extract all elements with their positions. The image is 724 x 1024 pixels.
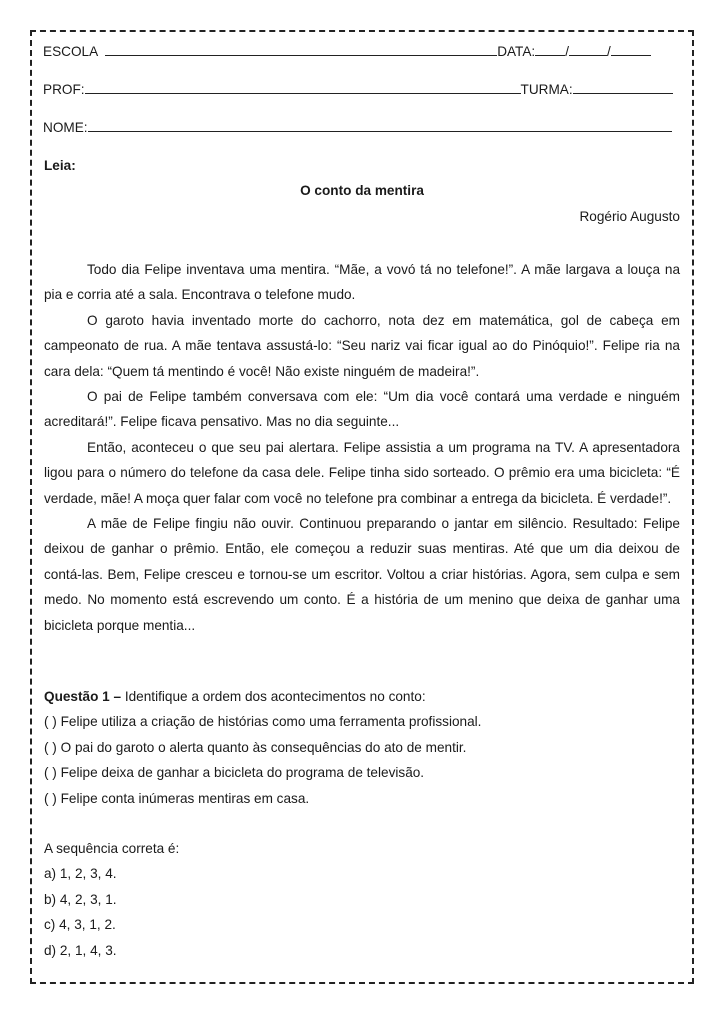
question-1-item[interactable]: ( ) Felipe conta inúmeras mentiras em casa. bbox=[44, 790, 310, 806]
story-paragraph: Então, aconteceu o que seu pai alertara. Felipe assistia a um programa na TV. A apresentadora ligou para o número do telefone da casa dele. Felipe tinha sido sorteado. O prêmio era uma bicicleta: “É verdade, mãe! A moça quer falar com você no telefone pra combinar a entrega da bicicleta. É verdade!”. bbox=[44, 439, 680, 506]
story-author: Rogério Augusto bbox=[579, 209, 680, 224]
sequence-option-b[interactable]: b) 4, 2, 3, 1. bbox=[44, 891, 117, 907]
nome-field[interactable] bbox=[88, 119, 672, 132]
sequence-option-a[interactable]: a) 1, 2, 3, 4. bbox=[44, 866, 117, 882]
escola-label: ESCOLA bbox=[43, 44, 98, 59]
header-escola-line: ESCOLA DATA: / / bbox=[43, 43, 651, 59]
turma-field[interactable] bbox=[573, 81, 673, 94]
prof-field[interactable] bbox=[85, 81, 521, 94]
nome-label: NOME: bbox=[43, 120, 88, 135]
story-title: O conto da mentira bbox=[300, 183, 424, 198]
story-body bbox=[44, 257, 680, 638]
leia-heading: Leia: bbox=[44, 158, 76, 173]
data-month-field[interactable] bbox=[569, 43, 607, 56]
data-label: DATA: bbox=[497, 44, 536, 59]
question-1-item[interactable]: ( ) Felipe utiliza a criação de histórias como uma ferramenta profissional. bbox=[44, 714, 482, 730]
escola-field[interactable] bbox=[105, 43, 497, 56]
sequence-question bbox=[44, 836, 680, 963]
data-year-field[interactable] bbox=[611, 43, 651, 56]
header-prof-line bbox=[43, 81, 673, 97]
question-1-label: Questão 1 – bbox=[44, 689, 122, 704]
question-1-prompt: Identifique a ordem dos acontecimentos no conto: bbox=[124, 689, 426, 704]
sequence-prompt: A sequência correta é: bbox=[44, 841, 180, 856]
story-paragraph: O pai de Felipe também conversava com ele: “Um dia você contará uma verdade e ninguém acreditará!”. Felipe ficava pensativo. Mas no dia seguinte... bbox=[44, 389, 680, 430]
story-paragraph: A mãe de Felipe fingiu não ouvir. Continuou preparando o jantar em silêncio. Resultado: Felipe deixou de ganhar o prêmio. Então, ele começou a reduzir suas mentiras. Até que um dia deixou de contá-las. Bem, Felipe cresceu e tornou-se um escritor. Voltou a criar histórias. Agora, sem culpa e sem medo. No momento está escrevendo um conto. É a história de um menino que deixa de ganhar uma bicicleta porque mentia... bbox=[44, 516, 680, 633]
question-1-item[interactable]: ( ) O pai do garoto o alerta quanto às consequências do ato de mentir. bbox=[44, 739, 467, 755]
turma-label: TURMA: bbox=[520, 82, 573, 97]
header-nome-line bbox=[43, 119, 672, 135]
data-day-field[interactable] bbox=[535, 43, 565, 56]
question-1 bbox=[44, 684, 680, 811]
sequence-option-d[interactable]: d) 2, 1, 4, 3. bbox=[44, 942, 117, 958]
sequence-option-c[interactable]: c) 4, 3, 1, 2. bbox=[44, 917, 116, 933]
question-1-heading bbox=[44, 684, 680, 709]
question-1-item[interactable]: ( ) Felipe deixa de ganhar a bicicleta do programa de televisão. bbox=[44, 765, 425, 781]
story-paragraph: Todo dia Felipe inventava uma mentira. “Mãe, a vovó tá no telefone!”. A mãe largava a louça na pia e corria até a sala. Encontrava o telefone mudo. bbox=[44, 262, 680, 303]
story-paragraph: O garoto havia inventado morte do cachorro, nota dez em matemática, gol de cabeça em campeonato de rua. A mãe tentava assustá-lo: “Seu nariz vai ficar igual ao do Pinóquio!”. Felipe ria na cara dela: “Quem tá mentindo é você! Não existe ninguém de madeira!”. bbox=[44, 312, 680, 379]
prof-label: PROF: bbox=[43, 82, 85, 97]
